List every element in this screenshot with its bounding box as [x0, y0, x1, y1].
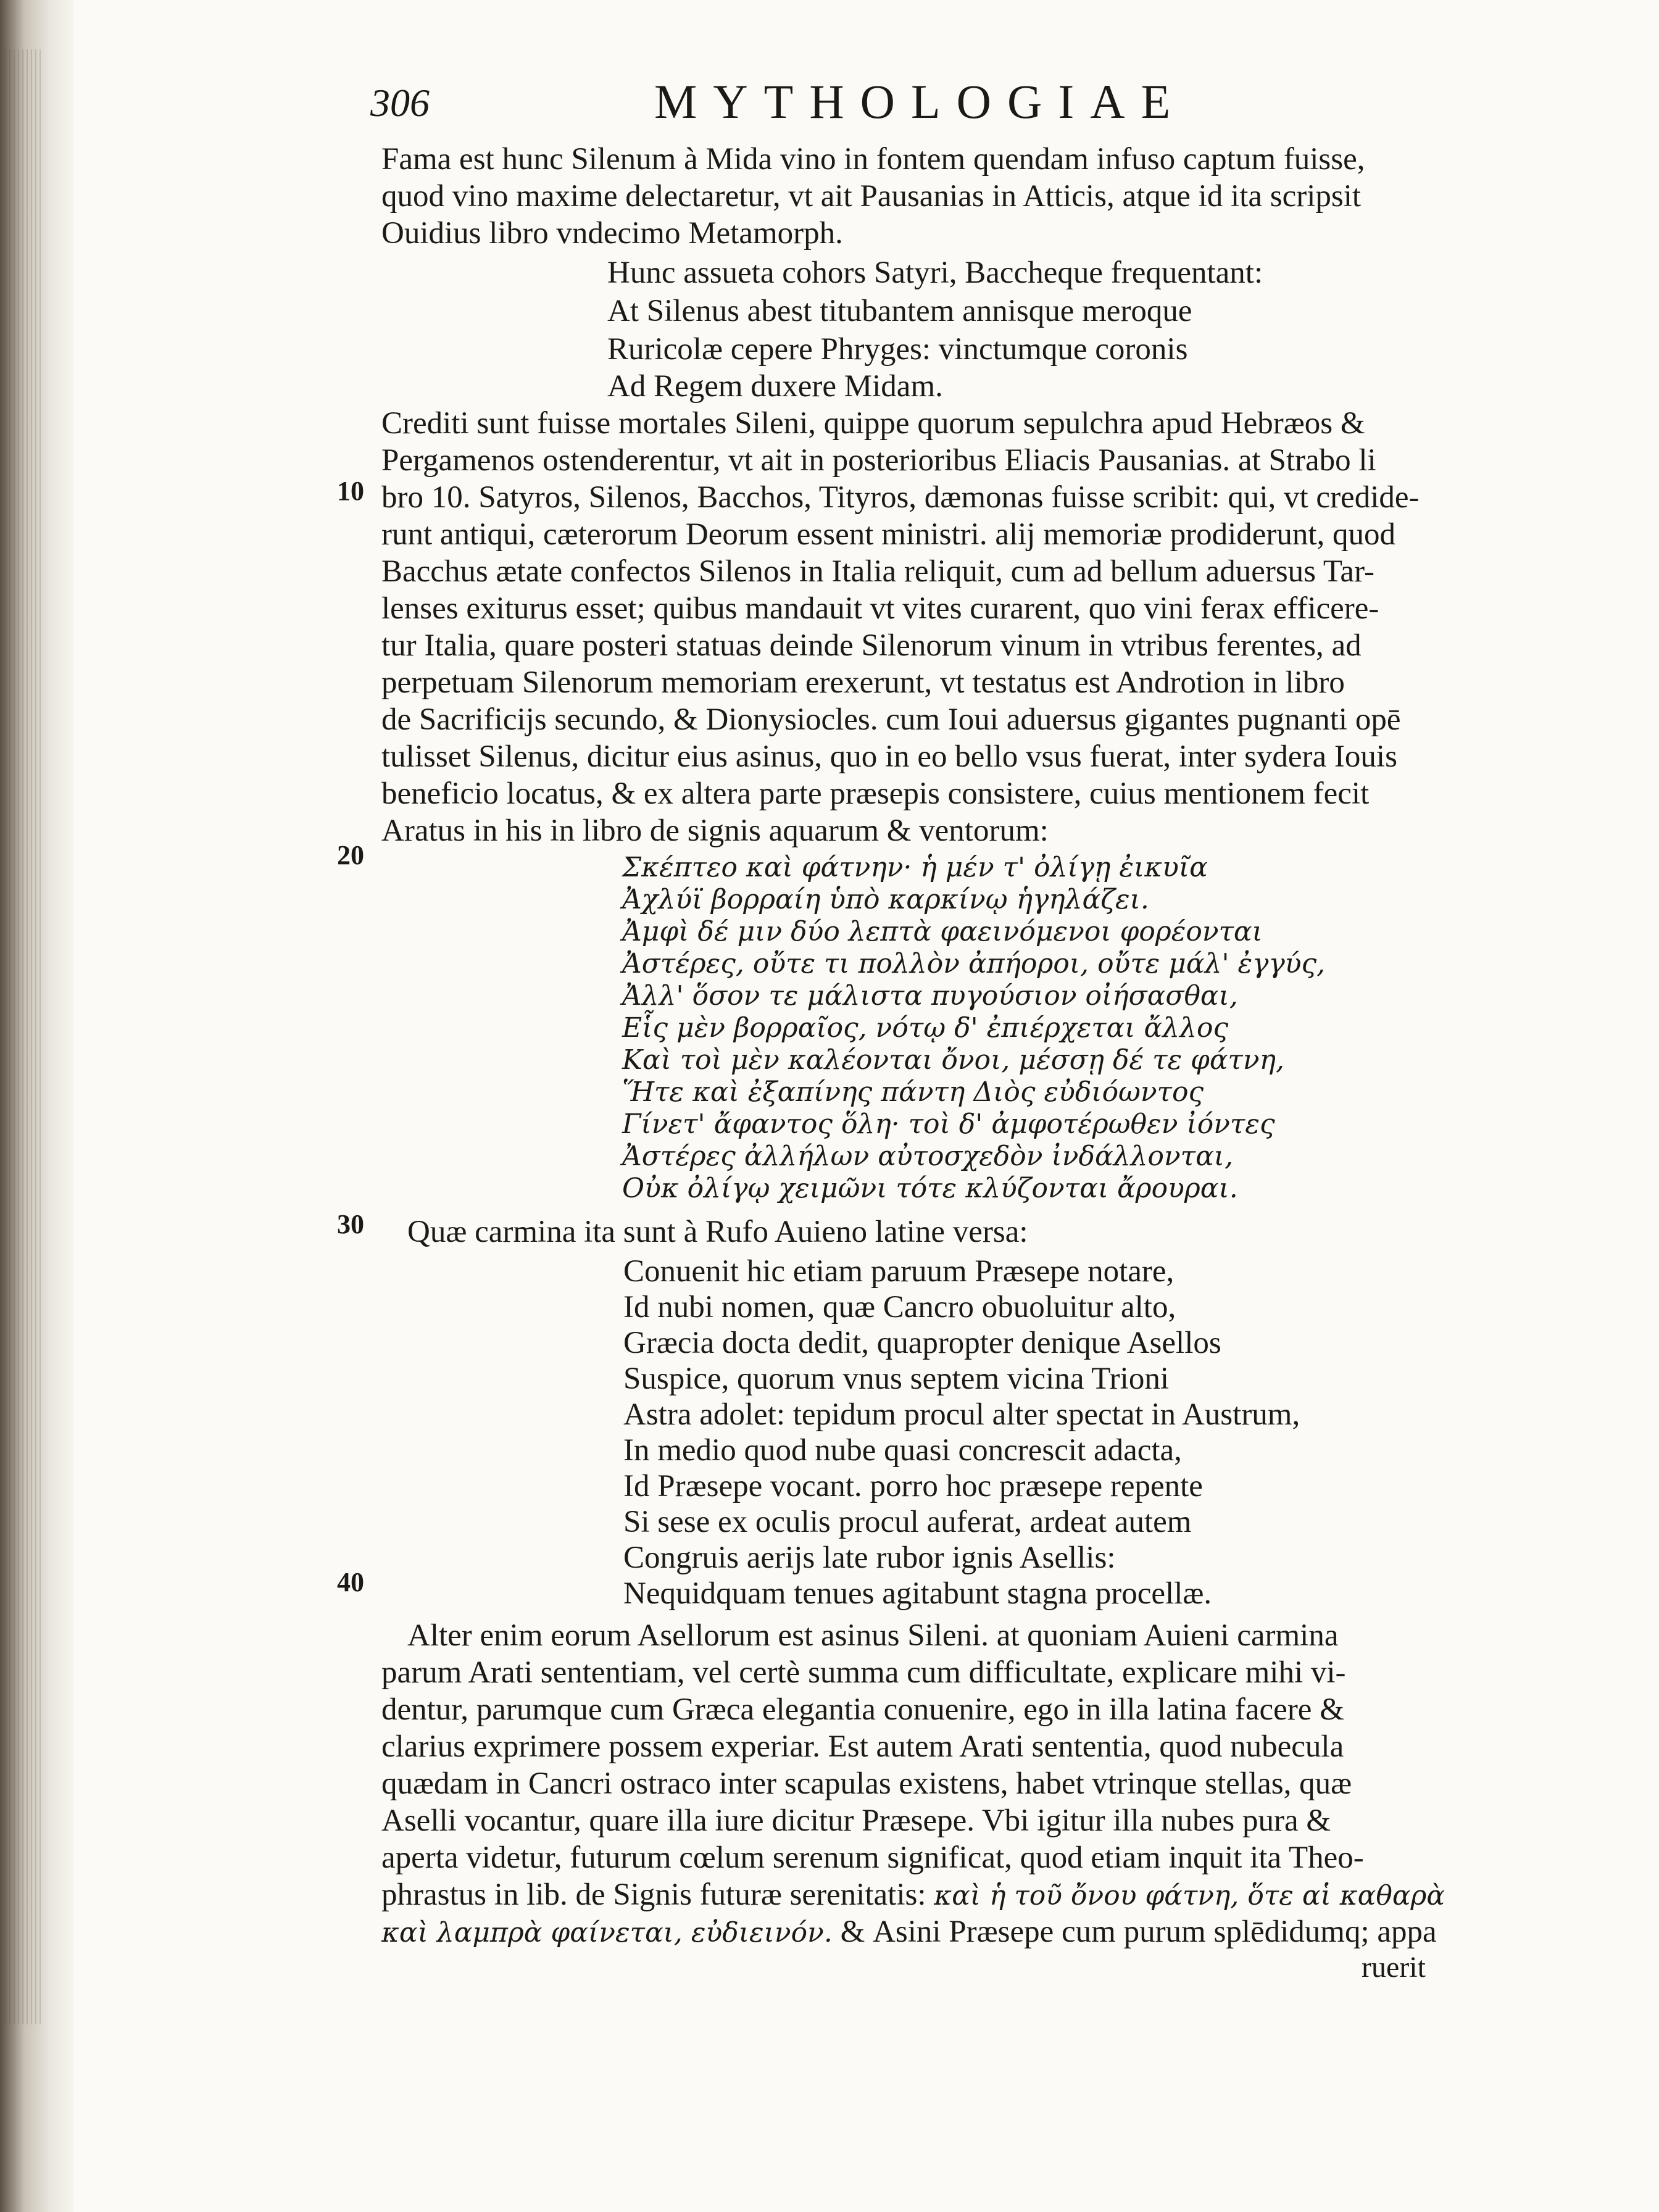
text-line: Quæ carmina ita sunt à Rufo Auieno latine versa:: [407, 1215, 1028, 1249]
text-line: bro 10. Satyros, Silenos, Bacchos, Tityros, dæmonas fuisse scribit: qui, vt credide-: [381, 480, 1420, 515]
margin-line-number-40: 40: [337, 1567, 364, 1597]
verse-line: In medio quod nube quasi concrescit adacta,: [623, 1433, 1182, 1468]
verse-line: Suspice, quorum vnus septem vicina Trioni: [623, 1362, 1169, 1396]
verse-line: Nequidquam tenues agitabunt stagna procellæ.: [623, 1576, 1212, 1611]
greek-verse-line: Ἀμφὶ δέ μιν δύο λεπτὰ φαεινόμενοι φορέονται: [622, 916, 1263, 947]
verse-line: Id Præsepe vocant. porro hoc præsepe repente: [623, 1469, 1203, 1503]
verse-line: Id nubi nomen, quæ Cancro obuoluitur alto,: [623, 1290, 1176, 1324]
text-line: beneficio locatus, & ex altera parte præsepis consistere, cuius mentionem fecit: [381, 776, 1370, 811]
text-line: dentur, parumque cum Græca elegantia conuenire, ego in illa latina facere &: [381, 1692, 1344, 1727]
verse-line: Ad Regem duxere Midam.: [607, 369, 943, 404]
greek-verse-line: Ἀστέρες, οὔτε τι πολλὸν ἀπήοροι, οὔτε μάλ' ἐγγύς,: [622, 948, 1326, 979]
text-line: parum Arati sententiam, vel certè summa cum difficultate, explicare mihi vi-: [381, 1655, 1346, 1690]
text-line: lenses exiturus esset; quibus mandauit vt vites curarent, quo vini ferax efficere-: [381, 591, 1379, 626]
greek-verse-line: Γίνετ' ἄφαντος ὅλη· τοὶ δ' ἀμφοτέρωθεν ἰόντες: [622, 1108, 1275, 1140]
text-line: Fama est hunc Silenum à Mida vino in fontem quendam infuso captum fuisse,: [381, 142, 1365, 177]
text-line: de Sacrificijs secundo, & Dionysiocles. cum Ioui aduersus gigantes pugnanti opē: [381, 702, 1401, 737]
verse-line: Astra adolet: tepidum procul alter spectat in Austrum,: [623, 1397, 1300, 1432]
verse-line: Conuenit hic etiam paruum Præsepe notare,: [623, 1254, 1175, 1289]
running-title: MYTHOLOGIAE: [654, 75, 1187, 128]
text-line: Crediti sunt fuisse mortales Sileni, quippe quorum sepulchra apud Hebræos &: [381, 406, 1365, 441]
greek-verse-line: Ἀχλύϊ βορραίη ὑπὸ καρκίνῳ ἡγηλάζει.: [622, 884, 1149, 915]
text-line: Bacchus ætate confectos Silenos in Italia reliquit, cum ad bellum aduersus Tar-: [381, 554, 1375, 589]
latin-text: phrastus in lib. de Signis futuræ serenitatis:: [381, 1877, 926, 1912]
greek-verse-line: Ἥτε καὶ ἐξαπίνης πάντη Διὸς εὐδιόωντος: [622, 1076, 1204, 1108]
page-number: 306: [370, 81, 430, 125]
margin-line-number-30: 30: [337, 1209, 364, 1239]
page-stack-edges: [5, 49, 42, 2024]
verse-line: Hunc assueta cohors Satyri, Baccheque frequentant:: [607, 256, 1263, 290]
margin-line-number-20: 20: [337, 840, 364, 870]
verse-line: Si sese ex oculis procul auferat, ardeat autem: [623, 1505, 1192, 1539]
greek-verse-line: Ἀστέρες ἀλλήλων αὐτοσχεδὸν ἰνδάλλονται,: [622, 1141, 1234, 1172]
text-line: tur Italia, quare posteri statuas deinde Silenorum vinum in vtribus ferentes, ad: [381, 628, 1362, 663]
latin-text: & Asini Præsepe cum purum splēdidumq; appa: [840, 1915, 1437, 1949]
text-line: Aselli vocantur, quare illa iure dicitur Præsepe. Vbi igitur illa nubes pura &: [381, 1803, 1331, 1838]
text-line: quædam in Cancri ostraco inter scapulas existens, habet vtrinque stellas, quæ: [381, 1766, 1352, 1801]
text-line: Pergamenos ostenderentur, vt ait in posterioribus Eliacis Pausanias. at Strabo li: [381, 443, 1376, 478]
greek-inline-text: καὶ λαμπρὰ φαίνεται, εὐδιεινόν.: [381, 1917, 833, 1948]
greek-verse-line: Ἀλλ' ὅσον τε μάλιστα πυγούσιον οἰήσασθαι,: [622, 980, 1238, 1012]
margin-line-number-10: 10: [337, 476, 364, 506]
text-line: runt antiqui, cæterorum Deorum essent ministri. alij memoriæ prodiderunt, quod: [381, 517, 1396, 552]
greek-verse-line: Καὶ τοὶ μὲν καλέονται ὄνοι, μέσσῃ δέ τε φάτνη,: [622, 1044, 1284, 1076]
verse-line: At Silenus abest titubantem annisque meroque: [607, 294, 1192, 328]
text-line: clarius exprimere possem experiar. Est autem Arati sententia, quod nubecula: [381, 1729, 1344, 1764]
greek-verse-line: Σκέπτεο καὶ φάτνην· ἡ μέν τ' ὀλίγῃ ἐικυῖα: [622, 852, 1208, 883]
text-line: perpetuam Silenorum memoriam erexerunt, vt testatus est Androtion in libro: [381, 665, 1345, 700]
text-line: Alter enim eorum Asellorum est asinus Sileni. at quoniam Auieni carmina: [407, 1618, 1339, 1653]
text-line: Aratus in his in libro de signis aquarum & ventorum:: [381, 813, 1049, 848]
greek-verse-line: Οὐκ ὀλίγῳ χειμῶνι τότε κλύζονται ἄρουραι.: [622, 1173, 1238, 1204]
text-line: aperta videtur, futurum cœlum serenum significat, quod etiam inquit ita Theo-: [381, 1840, 1364, 1875]
greek-inline-text: καὶ ἡ τοῦ ὄνου φάτνη, ὅτε αἱ καθαρὰ: [934, 1880, 1445, 1911]
text-line: tulisset Silenus, dicitur eius asinus, quo in eo bello vsus fuerat, inter sydera Iouis: [381, 739, 1397, 774]
text-line: quod vino maxime delectaretur, vt ait Pausanias in Atticis, atque id ita scripsit: [381, 179, 1362, 214]
verse-line: Græcia docta dedit, quapropter denique Asellos: [623, 1326, 1221, 1360]
page-binding: [0, 0, 74, 2212]
text-line-mixed: [381, 1913, 1437, 1952]
catchword: ruerit: [1362, 1951, 1426, 1984]
page-header: [370, 68, 1271, 136]
verse-line: Ruricolæ cepere Phryges: vinctumque coronis: [607, 332, 1188, 367]
verse-line: Congruis aerijs late rubor ignis Asellis:: [623, 1540, 1116, 1575]
greek-verse-line: Εἷς μὲν βορραῖος, νότῳ δ' ἐπιέρχεται ἄλλος: [622, 1012, 1229, 1044]
text-line-mixed: [381, 1876, 1445, 1915]
text-line: Ouidius libro vndecimo Metamorph.: [381, 216, 843, 251]
